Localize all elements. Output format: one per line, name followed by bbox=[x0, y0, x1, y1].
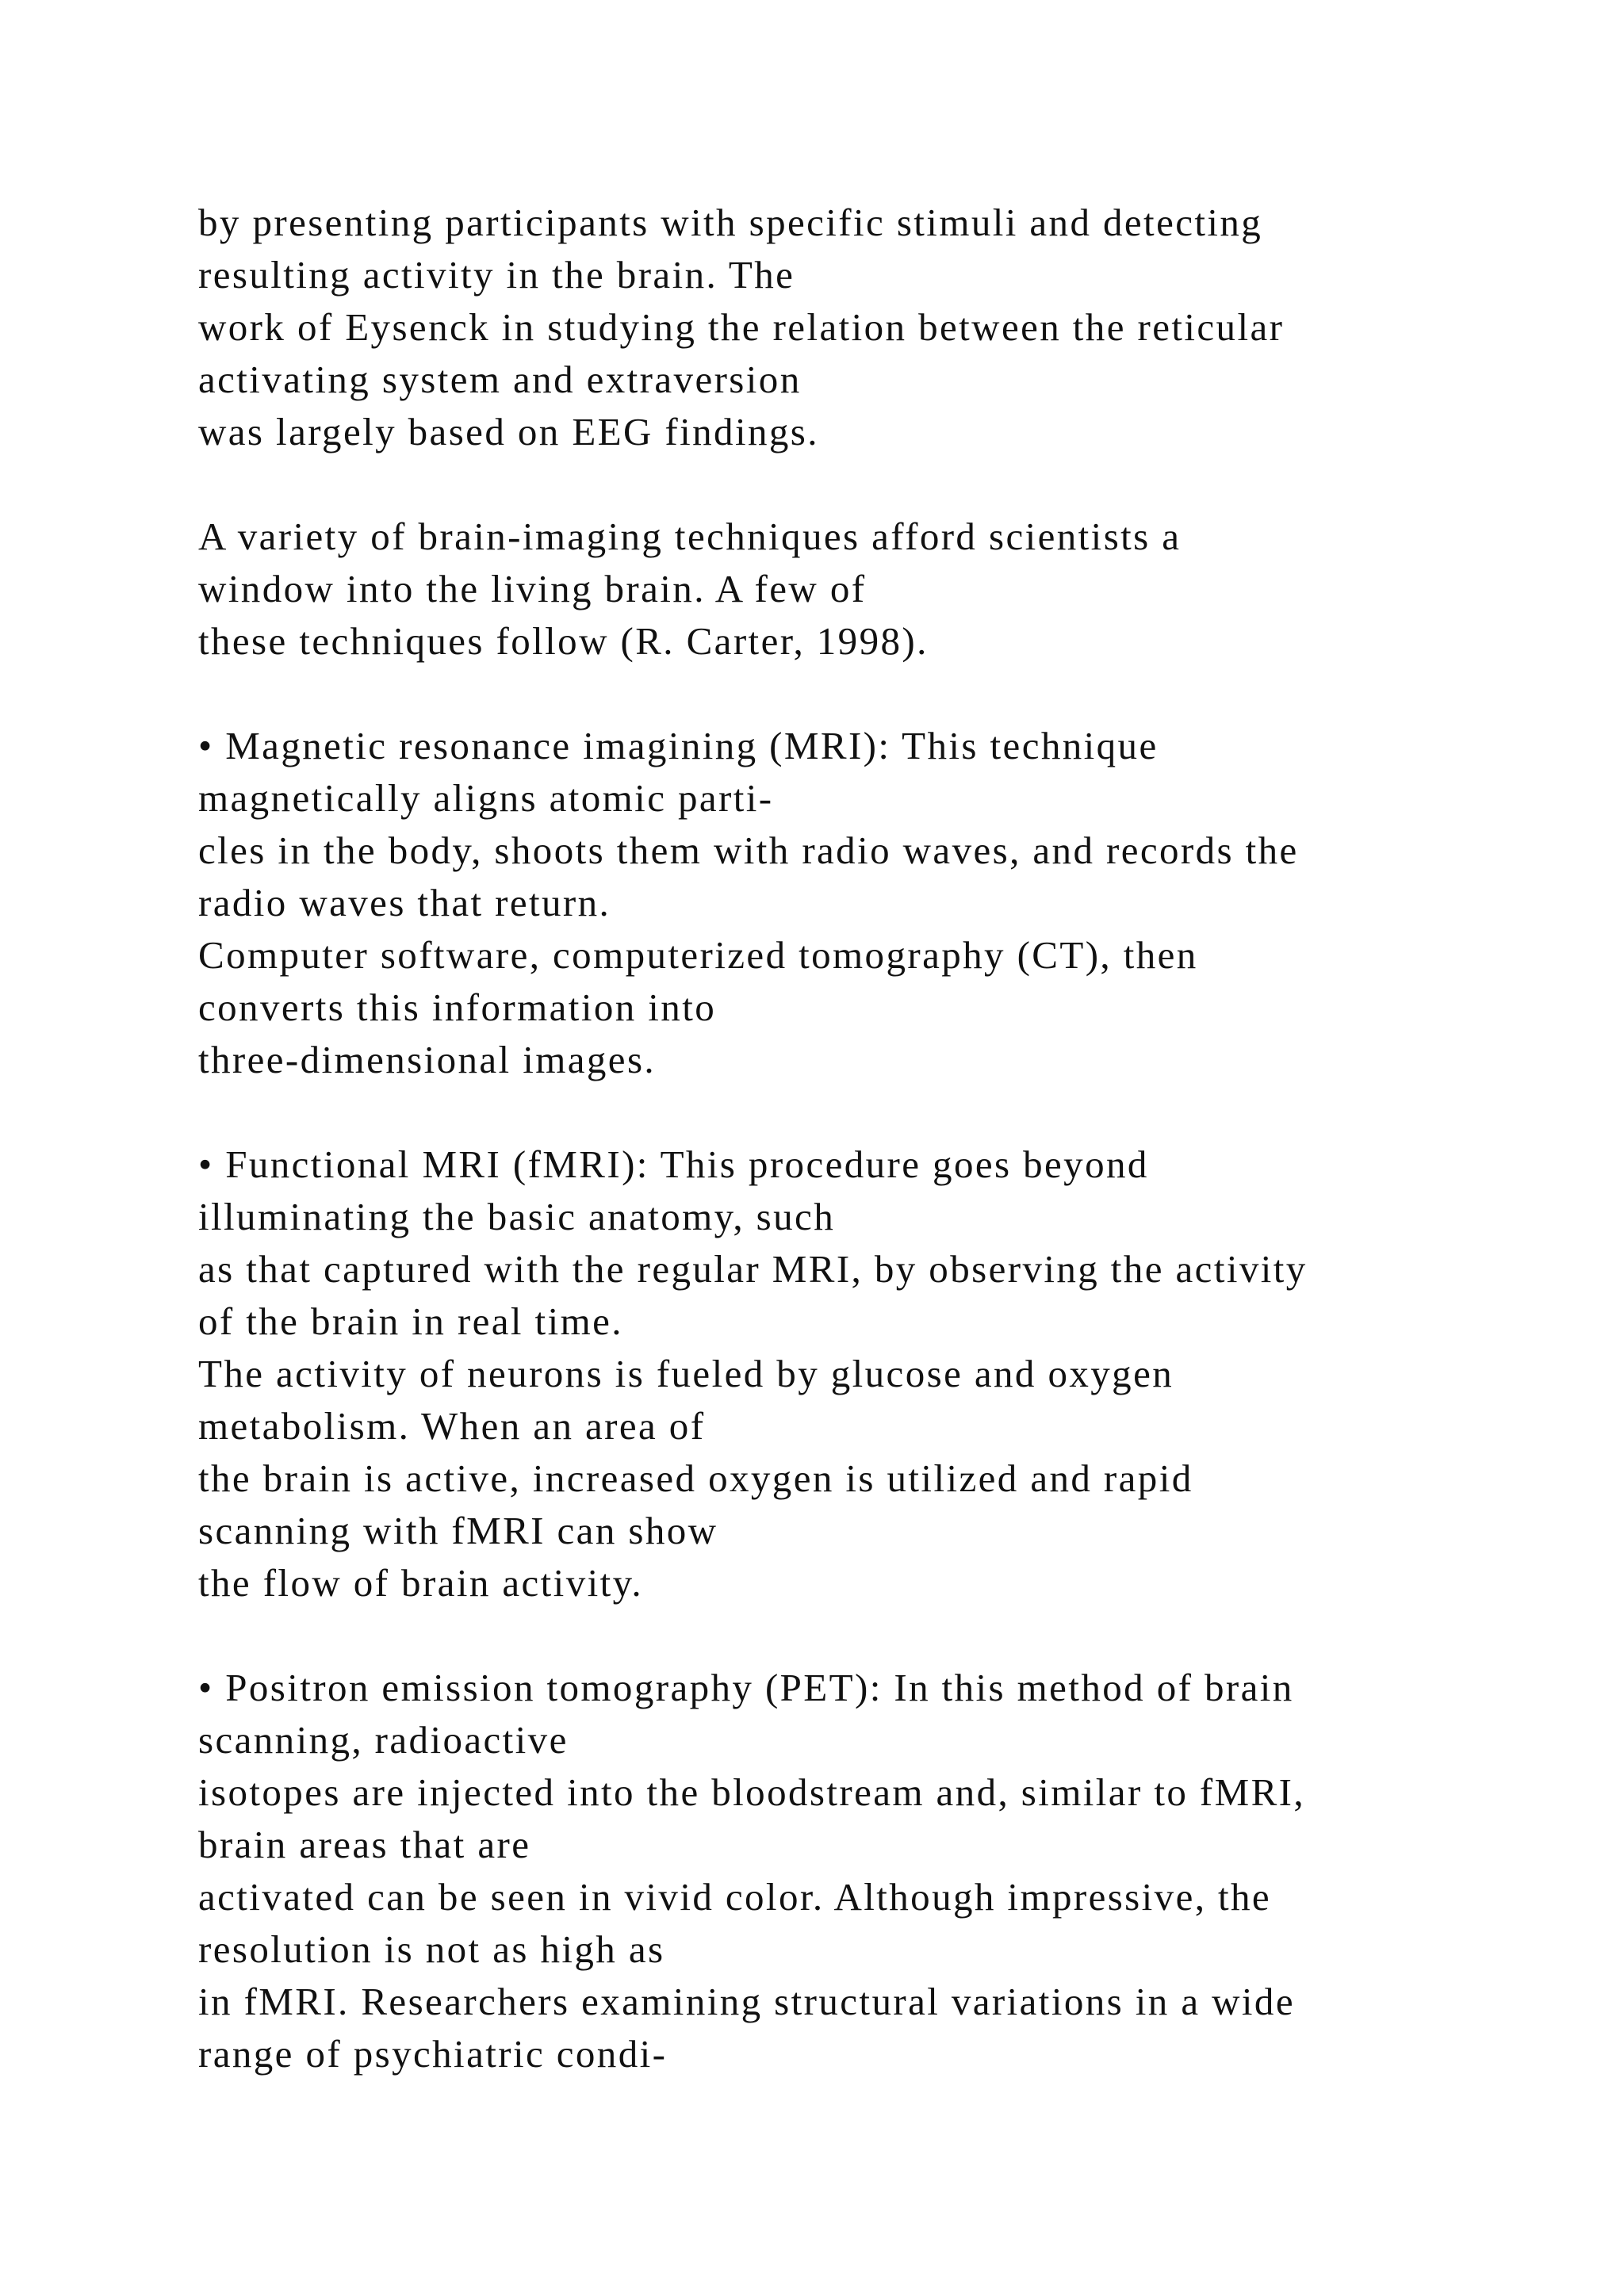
text-line: resulting activity in the brain. The bbox=[198, 253, 795, 297]
text-line: three-dimensional images. bbox=[198, 1038, 657, 1081]
paragraph-imaging-intro bbox=[198, 511, 1546, 668]
text-line: the flow of brain activity. bbox=[198, 1561, 643, 1605]
text-line: Computer software, computerized tomography (CT), then bbox=[198, 933, 1198, 977]
text-line: • Magnetic resonance imagining (MRI): This technique bbox=[198, 724, 1159, 767]
text-line: activated can be seen in vivid color. Although impressive, the bbox=[198, 1875, 1272, 1919]
text-line: resolution is not as high as bbox=[198, 1927, 665, 1971]
text-line: work of Eysenck in studying the relation between the reticular bbox=[198, 305, 1285, 349]
text-line: magnetically aligns atomic parti- bbox=[198, 776, 774, 820]
list-item-pet bbox=[198, 1662, 1546, 2080]
text-line: as that captured with the regular MRI, by observing the activity bbox=[198, 1247, 1308, 1291]
text-line: • Functional MRI (fMRI): This procedure goes beyond bbox=[198, 1142, 1149, 1186]
text-line: in fMRI. Researchers examining structural variations in a wide bbox=[198, 1980, 1295, 2023]
text-line: of the brain in real time. bbox=[198, 1299, 623, 1343]
text-line: the brain is active, increased oxygen is utilized and rapid bbox=[198, 1456, 1193, 1500]
text-line: scanning with fMRI can show bbox=[198, 1509, 718, 1552]
text-line: was largely based on EEG findings. bbox=[198, 410, 819, 453]
text-line: window into the living brain. A few of bbox=[198, 567, 867, 610]
list-item-fmri bbox=[198, 1138, 1546, 1609]
text-line: illuminating the basic anatomy, such bbox=[198, 1195, 836, 1238]
text-line: scanning, radioactive bbox=[198, 1718, 569, 1762]
text-line: converts this information into bbox=[198, 985, 717, 1029]
text-line: metabolism. When an area of bbox=[198, 1404, 706, 1448]
text-line: The activity of neurons is fueled by glucose and oxygen bbox=[198, 1352, 1174, 1395]
text-line: these techniques follow (R. Carter, 1998). bbox=[198, 619, 929, 663]
text-line: A variety of brain-imaging techniques afford scientists a bbox=[198, 515, 1182, 558]
text-line: cles in the body, shoots them with radio waves, and records the bbox=[198, 828, 1299, 872]
text-line: activating system and extraversion bbox=[198, 358, 802, 401]
list-item-mri bbox=[198, 720, 1546, 1086]
document-text bbox=[198, 197, 1546, 2080]
paragraph-eeg bbox=[198, 197, 1546, 458]
text-line: brain areas that are bbox=[198, 1823, 531, 1866]
text-line: range of psychiatric condi- bbox=[198, 2032, 668, 2076]
text-line: radio waves that return. bbox=[198, 881, 611, 924]
text-line: by presenting participants with specific stimuli and detecting bbox=[198, 201, 1263, 244]
text-line: • Positron emission tomography (PET): In this method of brain bbox=[198, 1666, 1294, 1709]
text-line: isotopes are injected into the bloodstream and, similar to fMRI, bbox=[198, 1770, 1306, 1814]
